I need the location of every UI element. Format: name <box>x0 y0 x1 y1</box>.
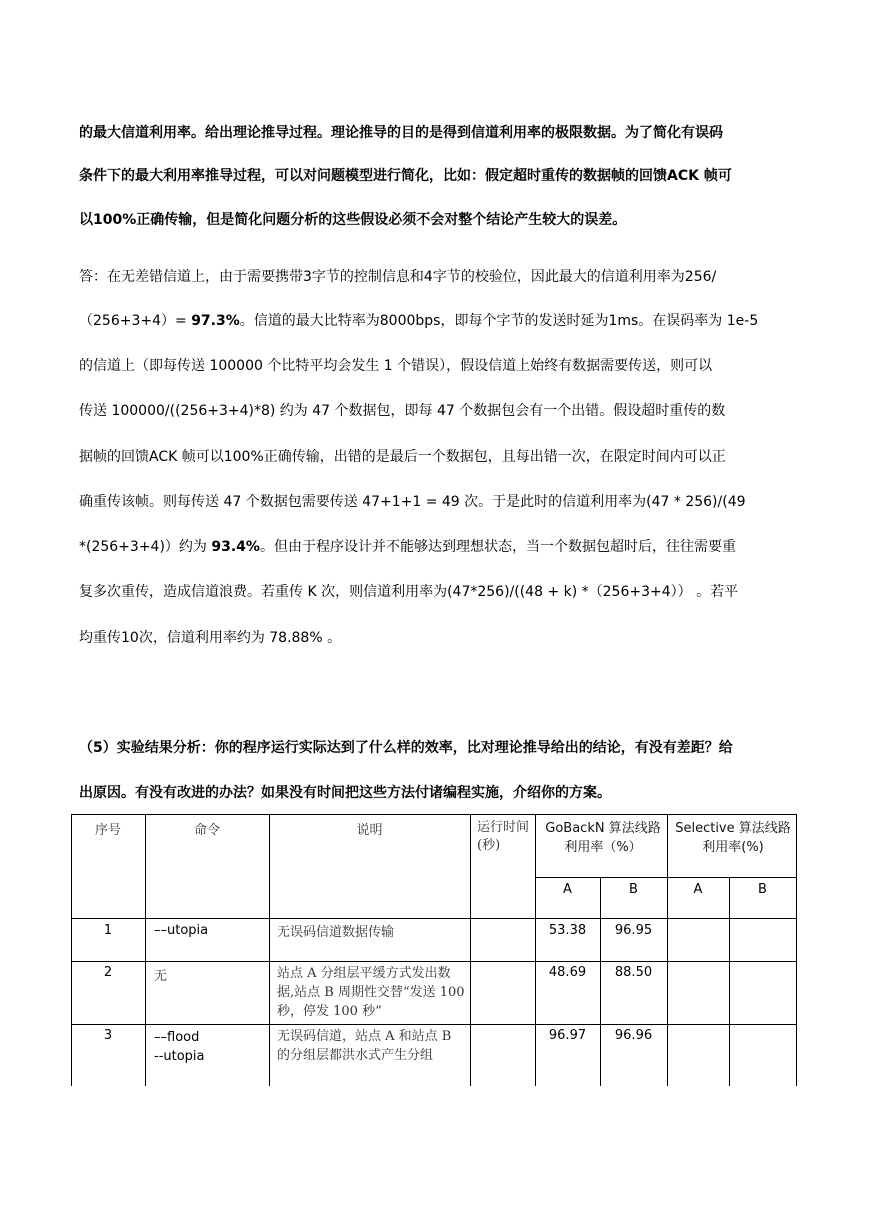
answer-line: 的信道上（即每传送 100000 个比特平均会发生 1 个错误），假设信道上始终有数据需要传送，则可以 <box>79 358 713 374</box>
row-number: 1 <box>103 923 113 938</box>
header-no: 序号 <box>94 823 121 838</box>
header-description: 说明 <box>356 823 383 838</box>
answer-line: 据帧的回馈ACK 帧可以100%正确传输，出错的是最后一个数据包，且每出错一次，在限定时间内可以正 <box>79 449 726 465</box>
table-border-top <box>71 814 797 815</box>
table-col-line <box>667 814 668 1086</box>
answer-text: （256+3+4）= <box>79 313 192 329</box>
header-command: 命令 <box>193 823 220 838</box>
row-gbn-b: 96.96 <box>614 1028 653 1043</box>
answer-line: 均重传10次，信道利用率约为 78.88% 。 <box>79 630 342 646</box>
header-gbn-a: A <box>563 882 572 897</box>
table-col-line <box>600 877 601 1086</box>
header-sel-b: B <box>758 882 767 897</box>
section-5-line: 出原因。有没有改进的办法？如果没有时间把这些方法付诸编程实施，介绍你的方案。 <box>79 785 611 801</box>
table-col-line <box>729 877 730 1086</box>
row-description: 无误码信道，站点 A 和站点 B 的分组层都洪水式产生分组 <box>277 1029 452 1063</box>
intro-line: 以100%正确传输，但是简化问题分析的这些假设必须不会对整个结论产生较大的误差。 <box>79 212 627 228</box>
header-sel-a: A <box>693 882 703 897</box>
row-gbn-a: 96.97 <box>548 1028 587 1043</box>
row-description: 无误码信道数据传输 <box>277 925 395 940</box>
row-gbn-a: 53.38 <box>548 923 587 938</box>
answer-text: 。信道的最大比特率为8000bps，即每个字节的发送时延为1ms。在误码率为 1e-5 <box>239 313 759 329</box>
intro-line: 的最大信道利用率。给出理论推导过程。理论推导的目的是得到信道利用率的极限数据。为了简化有误码 <box>79 125 723 141</box>
intro-line: 条件下的最大利用率推导过程，可以对问题模型进行简化，比如：假定超时重传的数据帧的回馈ACK 帧可 <box>79 168 732 184</box>
table-col-line <box>71 814 72 1086</box>
header-gobackn: GoBackN 算法线路利用率（%） <box>545 821 661 855</box>
row-gbn-b: 88.50 <box>614 965 653 980</box>
answer-line: 复多次重传，造成信道浪费。若重传 K 次，则信道利用率为(47*256)/((48 + k) *（256+3+4）） 。若平 <box>79 584 739 600</box>
answer-line <box>79 536 736 556</box>
table-subheader-line <box>535 877 797 878</box>
row-gbn-b: 96.95 <box>614 923 653 938</box>
row-gbn-a: 48.69 <box>548 965 587 980</box>
error-utilization-value: 93.4% <box>211 539 260 555</box>
table-col-line <box>145 814 146 1086</box>
section-5-line: （5）实验结果分析：你的程序运行实际达到了什么样的效率，比对理论推导给出的结论，有没有差距？给 <box>79 740 733 756</box>
answer-line: 传送 100000/((256+3+4)*8) 约为 47 个数据包，即每 47 个数据包会有一个出错。假设超时重传的数 <box>79 403 726 419</box>
table-row-line <box>71 1024 797 1025</box>
row-description: 站点 A 分组层平缓方式发出数据,站点 B 周期性交替“发送 100 秒，停发 100 秒” <box>277 966 465 1019</box>
row-command: ––utopia <box>154 923 209 938</box>
row-command: ––flood --utopia <box>154 1030 205 1064</box>
row-number: 2 <box>103 965 113 980</box>
row-command: 无 <box>154 969 168 984</box>
answer-line: 答：在无差错信道上，由于需要携带3字节的控制信息和4字节的校验位，因此最大的信道利用率为256/ <box>79 269 717 285</box>
row-number: 3 <box>103 1028 113 1043</box>
answer-line: 确重传该帧。则每传送 47 个数据包需要传送 47+1+1 = 49 次。于是此时的信道利用率为(47 * 256)/(49 <box>79 494 746 510</box>
results-table <box>71 814 797 1086</box>
header-runtime: 运行时间(秒) <box>477 820 530 853</box>
header-selective: Selective 算法线路利用率(%) <box>675 821 791 855</box>
table-col-line <box>269 814 270 1086</box>
table-col-line <box>470 814 471 1086</box>
table-row-line <box>71 961 797 962</box>
max-utilization-value: 97.3% <box>191 313 240 329</box>
answer-line <box>79 310 758 330</box>
table-header-bottom-line <box>71 918 797 919</box>
header-gbn-b: B <box>629 882 638 897</box>
answer-text: *(256+3+4)）约为 <box>79 539 212 555</box>
table-col-line <box>535 814 536 1086</box>
answer-text: 。但由于程序设计并不能够达到理想状态，当一个数据包超时后，往往需要重 <box>259 539 736 555</box>
